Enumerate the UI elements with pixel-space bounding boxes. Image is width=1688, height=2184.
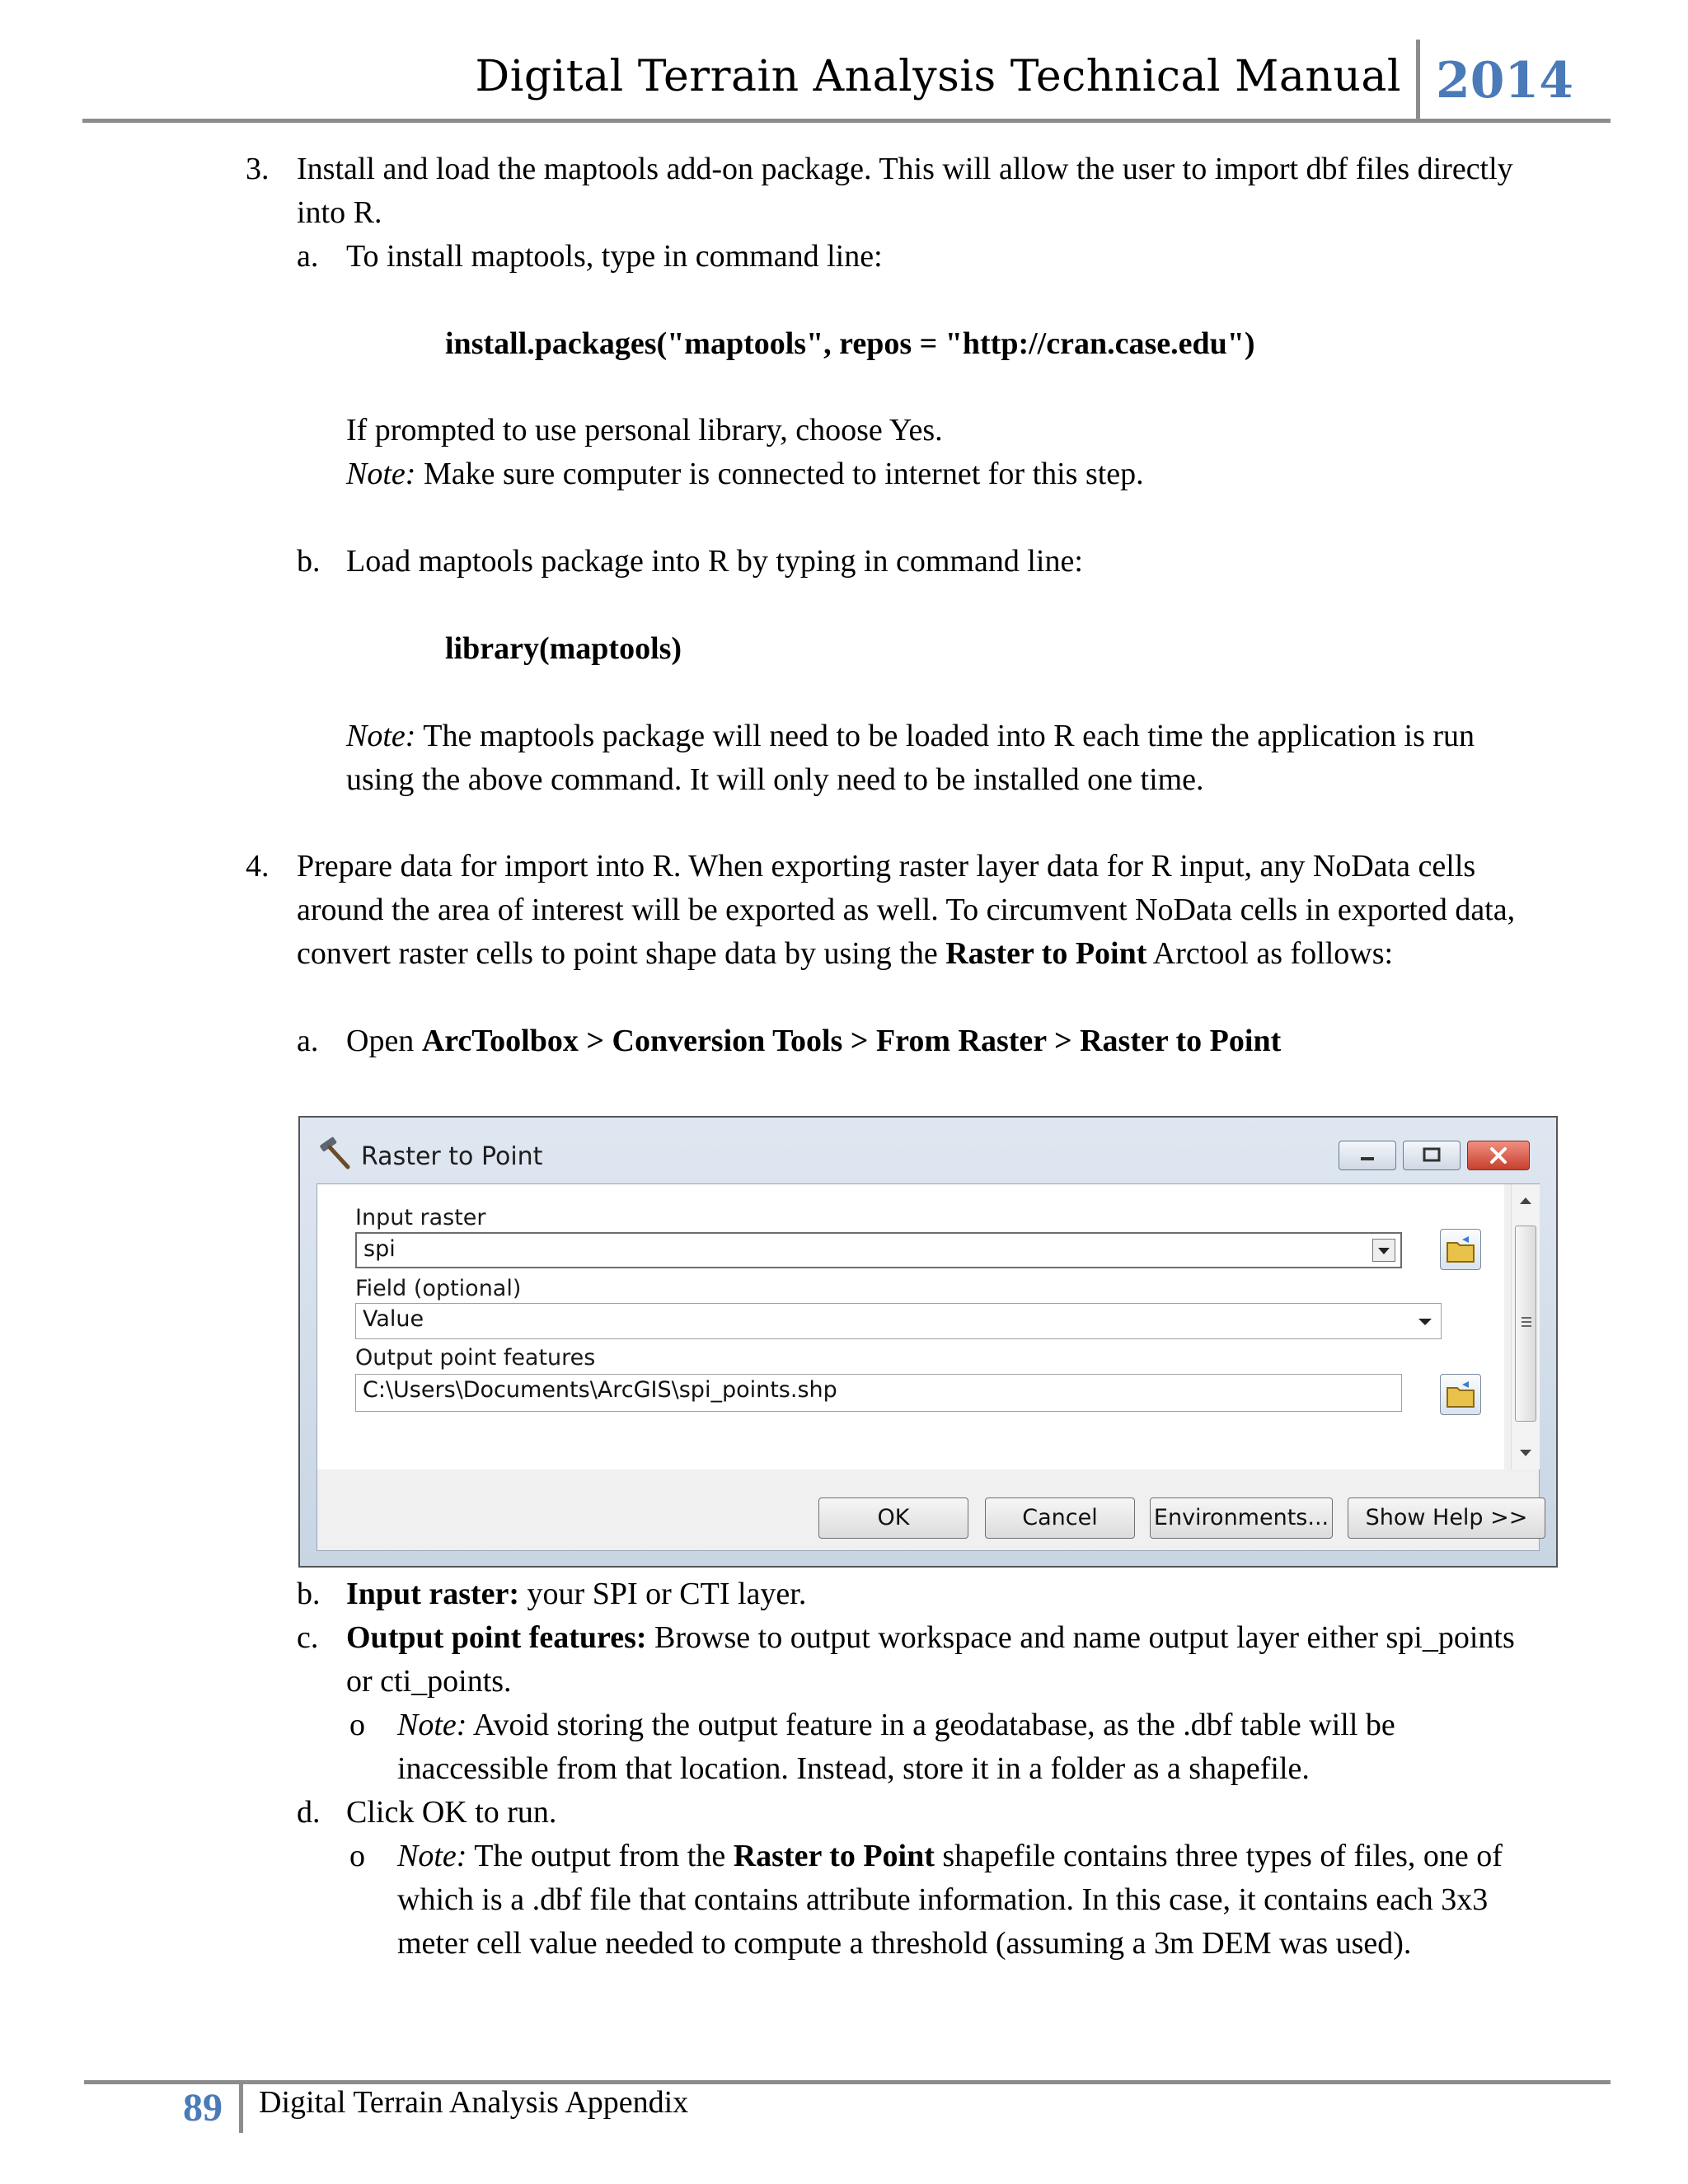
scrollbar-thumb[interactable]: [1515, 1226, 1536, 1422]
step-4d-note-line-2: which is a .dbf file that contains attribute information. In this case, it contains each 3x3: [397, 1882, 1489, 1917]
show-help-button[interactable]: Show Help >>: [1348, 1497, 1545, 1539]
note-label: Note:: [346, 457, 416, 491]
field-select[interactable]: [355, 1303, 1442, 1339]
grip-icon: [1521, 1315, 1532, 1329]
tool-name: Raster to Point: [733, 1839, 935, 1873]
note-text: Make sure computer is connected to internet for this step.: [415, 457, 1144, 491]
note-text: The maptools package will need to be loaded into R each time the application is run: [415, 719, 1475, 753]
step-3a-note: [346, 452, 1144, 496]
step-3-number: 3.: [246, 152, 270, 186]
minimize-icon: [1339, 1141, 1395, 1169]
note-text: shapefile contains three types of files, one of: [934, 1839, 1503, 1873]
text: convert raster cells to point shape data by using the: [297, 936, 946, 971]
note-label: Note:: [346, 719, 416, 753]
minimize-button[interactable]: [1339, 1141, 1396, 1170]
step-3b-note: [346, 715, 1475, 758]
step-4a-marker: a.: [297, 1024, 319, 1058]
step-3a-marker: a.: [297, 239, 319, 274]
note-text: The output from the: [467, 1839, 734, 1873]
close-icon: [1468, 1141, 1529, 1169]
output-features-input[interactable]: [355, 1374, 1402, 1412]
header-year: 2014: [1436, 52, 1573, 110]
input-raster-combobox[interactable]: [355, 1232, 1402, 1268]
note-label: Note:: [397, 1708, 467, 1742]
param-name: Input raster:: [346, 1577, 520, 1611]
step-3a-text: To install maptools, type in command line:: [346, 239, 883, 274]
step-4c-text: [346, 1616, 1515, 1660]
dialog-title: Raster to Point: [361, 1142, 543, 1171]
close-button[interactable]: [1467, 1141, 1530, 1170]
input-raster-value: spi: [363, 1236, 396, 1262]
step-4c-note: [397, 1704, 1395, 1747]
text: Open: [346, 1024, 422, 1058]
header-divider: [1416, 40, 1420, 119]
step-3b-note-line-2: using the above command. It will only need to be installed one time.: [346, 762, 1204, 797]
ok-button[interactable]: OK: [818, 1497, 968, 1539]
open-folder-icon: [1441, 1230, 1480, 1269]
bullet-marker: o: [349, 1708, 365, 1742]
step-4c-note-line-2: inaccessible from that location. Instead, store it in a folder as a shapefile.: [397, 1751, 1310, 1786]
step-4d-note-line-3: meter cell value needed to compute a threshold (assuming a 3m DEM was used).: [397, 1926, 1412, 1961]
header-rule: [82, 119, 1611, 123]
note-text: Avoid storing the output feature in a geodatabase, as the .dbf table will be: [467, 1708, 1395, 1742]
step-4-line-3: [297, 932, 1393, 976]
bullet-marker: o: [349, 1839, 365, 1873]
maximize-icon: [1404, 1141, 1460, 1169]
page-number: 89: [183, 2086, 223, 2130]
note-label: Note:: [397, 1839, 467, 1873]
environments-button[interactable]: Environments...: [1150, 1497, 1333, 1539]
param-name: Output point features:: [346, 1620, 647, 1655]
step-4d-text: Click OK to run.: [346, 1795, 557, 1830]
step-3-line-2: into R.: [297, 195, 382, 230]
input-raster-label: Input raster: [355, 1205, 486, 1230]
step-3b-text: Load maptools package into R by typing in command line:: [346, 544, 1083, 579]
output-value: C:\Users\Documents\ArcGIS\spi_points.shp: [363, 1377, 837, 1403]
tool-name: Raster to Point: [945, 936, 1147, 971]
step-4b-marker: b.: [297, 1577, 321, 1611]
install-command: install.packages("maptools", repos = "http://cran.case.edu"): [445, 326, 1255, 361]
step-3a-prompt: If prompted to use personal library, choose Yes.: [346, 413, 943, 448]
browse-input-button[interactable]: [1440, 1229, 1481, 1270]
chevron-down-icon: [1373, 1240, 1395, 1262]
menu-path: ArcToolbox > Conversion Tools > From Raster > Raster to Point: [421, 1024, 1282, 1058]
step-4c-marker: c.: [297, 1620, 319, 1655]
text: Browse to output workspace and name output layer either spi_points: [646, 1620, 1515, 1655]
hammer-icon: [315, 1134, 353, 1172]
step-4c-line-2: or cti_points.: [346, 1664, 512, 1699]
scroll-up-icon: [1517, 1194, 1534, 1207]
open-folder-icon: [1441, 1375, 1480, 1414]
step-3b-marker: b.: [297, 544, 321, 579]
step-4d-marker: d.: [297, 1795, 321, 1830]
footer-section: Digital Terrain Analysis Appendix: [259, 2085, 689, 2120]
header-title: Digital Terrain Analysis Technical Manual: [475, 52, 1401, 101]
step-4b-text: [346, 1572, 806, 1616]
maximize-button[interactable]: [1403, 1141, 1461, 1170]
raster-to-point-dialog: [298, 1116, 1558, 1568]
vertical-scrollbar[interactable]: [1511, 1184, 1540, 1469]
step-4-line-2: around the area of interest will be exported as well. To circumvent NoData cells in exported data,: [297, 893, 1516, 927]
field-value: Value: [363, 1306, 424, 1332]
scroll-down-icon: [1517, 1446, 1534, 1460]
step-4-line-1: Prepare data for import into R. When exporting raster layer data for R input, any NoData cells: [297, 849, 1476, 883]
parameters-panel: [317, 1184, 1504, 1469]
step-4-number: 4.: [246, 849, 270, 883]
output-label: Output point features: [355, 1345, 596, 1371]
dropdown-button[interactable]: [1372, 1239, 1395, 1262]
text: Arctool as follows:: [1146, 936, 1394, 971]
text: your SPI or CTI layer.: [519, 1577, 807, 1611]
cancel-button[interactable]: Cancel: [985, 1497, 1135, 1539]
chevron-down-icon: [1414, 1310, 1436, 1332]
browse-output-button[interactable]: [1440, 1374, 1481, 1415]
step-4d-note: [397, 1835, 1503, 1878]
library-command: library(maptools): [445, 631, 682, 666]
field-label: Field (optional): [355, 1276, 522, 1301]
dialog-body: [316, 1183, 1540, 1551]
step-3-line-1: Install and load the maptools add-on package. This will allow the user to import dbf files directly: [297, 152, 1513, 186]
footer-divider: [239, 2080, 243, 2133]
step-4a-text: [346, 1019, 1281, 1063]
